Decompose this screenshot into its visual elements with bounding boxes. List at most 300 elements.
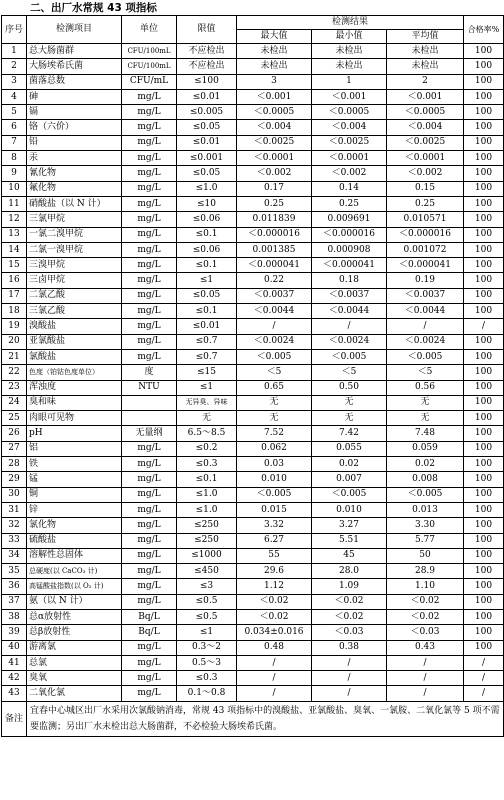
cell-unit: mg/L (122, 457, 177, 472)
cell-unit: mg/L (122, 655, 177, 670)
header-avg: 平均值 (387, 30, 464, 44)
table-row (2, 426, 504, 441)
cell-no: 14 (2, 242, 27, 257)
cell-min: ＜0.000016 (312, 227, 387, 242)
cell-min: / (312, 319, 387, 334)
cell-item: 溶解性总固体 (27, 548, 122, 563)
table-row (2, 533, 504, 548)
cell-item: 二氯乙酸 (27, 288, 122, 303)
header-result-group: 检测结果 (237, 16, 464, 30)
cell-avg: 0.43 (387, 640, 464, 655)
cell-limit: ≤0.001 (177, 151, 237, 166)
cell-limit: ≤0.05 (177, 120, 237, 135)
cell-max: ＜0.005 (237, 349, 312, 364)
cell-max: 3.32 (237, 518, 312, 533)
cell-rate: 100 (464, 365, 504, 380)
table-row (2, 212, 504, 227)
cell-unit: mg/L (122, 487, 177, 502)
table-row (2, 59, 504, 74)
cell-item: 铬（六价） (27, 120, 122, 135)
cell-min: ＜0.03 (312, 625, 387, 640)
cell-limit: ≤1 (177, 380, 237, 395)
cell-limit: 6.5～8.5 (177, 426, 237, 441)
cell-limit: ≤15 (177, 365, 237, 380)
cell-avg: 0.02 (387, 457, 464, 472)
cell-no: 25 (2, 411, 27, 426)
cell-unit: mg/L (122, 288, 177, 303)
cell-no: 32 (2, 518, 27, 533)
cell-item: 总氯 (27, 655, 122, 670)
cell-avg: ＜0.0024 (387, 334, 464, 349)
cell-avg: 28.9 (387, 564, 464, 579)
cell-avg: ＜5 (387, 365, 464, 380)
cell-rate: / (464, 686, 504, 701)
cell-item: 臭氧 (27, 671, 122, 686)
cell-limit: ≤0.1 (177, 472, 237, 487)
cell-no: 9 (2, 166, 27, 181)
cell-avg: 无 (387, 411, 464, 426)
cell-avg: 0.010571 (387, 212, 464, 227)
table-row (2, 686, 504, 701)
table-row (2, 640, 504, 655)
cell-avg: 0.013 (387, 502, 464, 517)
cell-no: 34 (2, 548, 27, 563)
cell-max: ＜0.000016 (237, 227, 312, 242)
cell-max: 0.48 (237, 640, 312, 655)
cell-unit: mg/L (122, 686, 177, 701)
table-row (2, 609, 504, 624)
cell-limit: ≤0.1 (177, 304, 237, 319)
cell-no: 19 (2, 319, 27, 334)
cell-max: 0.034±0.016 (237, 625, 312, 640)
cell-rate: 100 (464, 89, 504, 104)
cell-min: 45 (312, 548, 387, 563)
cell-no: 23 (2, 380, 27, 395)
cell-no: 30 (2, 487, 27, 502)
cell-max: / (237, 686, 312, 701)
cell-item: 铜 (27, 487, 122, 502)
cell-max: ＜0.0037 (237, 288, 312, 303)
cell-limit: ≤0.05 (177, 288, 237, 303)
table-row (2, 334, 504, 349)
cell-max: 0.001385 (237, 242, 312, 257)
cell-avg: / (387, 686, 464, 701)
cell-min: ＜0.0005 (312, 105, 387, 120)
table-row (2, 349, 504, 364)
cell-limit: ≤10 (177, 196, 237, 211)
cell-unit: mg/L (122, 242, 177, 257)
table-row (2, 487, 504, 502)
cell-item: 菌落总数 (27, 74, 122, 89)
cell-no: 17 (2, 288, 27, 303)
table-row (2, 288, 504, 303)
cell-rate: 100 (464, 349, 504, 364)
table-row (2, 548, 504, 563)
cell-avg: ＜0.03 (387, 625, 464, 640)
cell-item: 一氯二溴甲烷 (27, 227, 122, 242)
cell-limit: ≤1.0 (177, 181, 237, 196)
table-row (2, 304, 504, 319)
cell-no: 13 (2, 227, 27, 242)
cell-item: 氟化物 (27, 181, 122, 196)
cell-rate: 100 (464, 640, 504, 655)
cell-min: ＜0.001 (312, 89, 387, 104)
cell-unit: mg/L (122, 518, 177, 533)
cell-min: 0.25 (312, 196, 387, 211)
table-row (2, 457, 504, 472)
cell-min: / (312, 686, 387, 701)
cell-limit: ≤0.01 (177, 319, 237, 334)
table-row (2, 655, 504, 670)
header-item: 检测项目 (27, 16, 122, 44)
cell-avg: ＜0.002 (387, 166, 464, 181)
cell-max: 无 (237, 411, 312, 426)
cell-avg: ＜0.02 (387, 594, 464, 609)
cell-min: ＜0.0044 (312, 304, 387, 319)
header-rate: 合格率% (464, 16, 504, 44)
cell-avg: ＜0.005 (387, 349, 464, 364)
cell-unit: 度 (122, 365, 177, 380)
header-max: 最大值 (237, 30, 312, 44)
cell-rate: 100 (464, 594, 504, 609)
table-row (2, 273, 504, 288)
cell-avg: ＜0.0001 (387, 151, 464, 166)
cell-no: 10 (2, 181, 27, 196)
cell-no: 38 (2, 609, 27, 624)
cell-min: 1 (312, 74, 387, 89)
cell-max: ＜0.004 (237, 120, 312, 135)
table-row (2, 625, 504, 640)
cell-unit: 无量纲 (122, 426, 177, 441)
cell-max: 未检出 (237, 59, 312, 74)
cell-max: ＜0.0005 (237, 105, 312, 120)
header-unit: 单位 (122, 16, 177, 44)
cell-unit: CFU/100mL (122, 44, 177, 59)
cell-avg: 2 (387, 74, 464, 89)
cell-rate: 100 (464, 151, 504, 166)
cell-item: 铁 (27, 457, 122, 472)
cell-avg: ＜0.004 (387, 120, 464, 135)
table-row (2, 196, 504, 211)
cell-avg: 1.10 (387, 579, 464, 594)
cell-item: 铅 (27, 135, 122, 150)
cell-no: 39 (2, 625, 27, 640)
cell-item: 游离氯 (27, 640, 122, 655)
cell-unit: mg/L (122, 304, 177, 319)
cell-min: 0.009691 (312, 212, 387, 227)
cell-item: 氰化物 (27, 166, 122, 181)
cell-max: 0.22 (237, 273, 312, 288)
cell-item: 高锰酸盐指数(以 O₂ 计) (27, 579, 122, 594)
cell-max: 0.25 (237, 196, 312, 211)
cell-unit: mg/L (122, 502, 177, 517)
cell-min: ＜0.000041 (312, 258, 387, 273)
cell-no: 20 (2, 334, 27, 349)
header-min: 最小值 (312, 30, 387, 44)
table-row (2, 319, 504, 334)
cell-no: 40 (2, 640, 27, 655)
cell-no: 11 (2, 196, 27, 211)
cell-item: 二氧化氯 (27, 686, 122, 701)
cell-unit: mg/L (122, 564, 177, 579)
cell-max: 29.6 (237, 564, 312, 579)
cell-limit: 不应检出 (177, 59, 237, 74)
cell-limit: ≤0.1 (177, 258, 237, 273)
cell-max: ＜0.02 (237, 609, 312, 624)
cell-avg: 50 (387, 548, 464, 563)
cell-limit: 0.5～3 (177, 655, 237, 670)
cell-unit: mg/L (122, 640, 177, 655)
cell-item: 三卤甲烷 (27, 273, 122, 288)
cell-rate: 100 (464, 564, 504, 579)
cell-avg: 0.15 (387, 181, 464, 196)
cell-item: 溴酸盐 (27, 319, 122, 334)
table-row (2, 74, 504, 89)
cell-max: ＜0.000041 (237, 258, 312, 273)
cell-unit: NTU (122, 380, 177, 395)
cell-rate: 100 (464, 487, 504, 502)
cell-min: / (312, 655, 387, 670)
cell-unit: mg/L (122, 441, 177, 456)
cell-rate: 100 (464, 181, 504, 196)
note-label: 备注 (2, 701, 27, 736)
cell-no: 7 (2, 135, 27, 150)
cell-avg: ＜0.001 (387, 89, 464, 104)
cell-avg: ＜0.0005 (387, 105, 464, 120)
cell-rate: 100 (464, 548, 504, 563)
cell-rate: 100 (464, 472, 504, 487)
cell-avg: / (387, 319, 464, 334)
cell-limit: ≤0.01 (177, 135, 237, 150)
cell-rate: / (464, 655, 504, 670)
cell-unit: mg/L (122, 671, 177, 686)
cell-limit: ≤1000 (177, 548, 237, 563)
cell-item: 三溴甲烷 (27, 258, 122, 273)
cell-min: ＜0.0025 (312, 135, 387, 150)
cell-limit: 无 (177, 411, 237, 426)
cell-unit: mg/L (122, 227, 177, 242)
table-row (2, 151, 504, 166)
cell-no: 42 (2, 671, 27, 686)
cell-item: 镉 (27, 105, 122, 120)
cell-min: ＜0.0037 (312, 288, 387, 303)
table-row (2, 472, 504, 487)
cell-min: 0.18 (312, 273, 387, 288)
cell-item: 汞 (27, 151, 122, 166)
table-row (2, 135, 504, 150)
table-body (2, 44, 504, 702)
cell-limit: ≤0.3 (177, 457, 237, 472)
cell-min: ＜0.005 (312, 487, 387, 502)
cell-min: 0.007 (312, 472, 387, 487)
cell-limit: ≤450 (177, 564, 237, 579)
table-row (2, 242, 504, 257)
cell-rate: 100 (464, 441, 504, 456)
table-row (2, 227, 504, 242)
cell-min: 0.14 (312, 181, 387, 196)
cell-item: 铝 (27, 441, 122, 456)
cell-avg: 7.48 (387, 426, 464, 441)
cell-item: 砷 (27, 89, 122, 104)
cell-limit: 0.3～2 (177, 640, 237, 655)
cell-item: 硝酸盐（以 N 计） (27, 196, 122, 211)
cell-avg: 3.30 (387, 518, 464, 533)
cell-min: ＜5 (312, 365, 387, 380)
cell-rate: 100 (464, 273, 504, 288)
cell-item: 氯化物 (27, 518, 122, 533)
cell-rate: 100 (464, 518, 504, 533)
cell-rate: 100 (464, 227, 504, 242)
cell-no: 16 (2, 273, 27, 288)
cell-no: 43 (2, 686, 27, 701)
cell-rate: 100 (464, 105, 504, 120)
cell-item: 锰 (27, 472, 122, 487)
cell-no: 6 (2, 120, 27, 135)
cell-max: ＜0.0044 (237, 304, 312, 319)
cell-max: 3 (237, 74, 312, 89)
cell-min: ＜0.0001 (312, 151, 387, 166)
cell-no: 29 (2, 472, 27, 487)
cell-avg: 0.001072 (387, 242, 464, 257)
cell-item: 总α放射性 (27, 609, 122, 624)
cell-avg: 0.19 (387, 273, 464, 288)
cell-limit: 不应检出 (177, 44, 237, 59)
table-row (2, 120, 504, 135)
cell-avg: 0.059 (387, 441, 464, 456)
table-row (2, 441, 504, 456)
cell-min: / (312, 671, 387, 686)
cell-rate: 100 (464, 411, 504, 426)
cell-item: 硫酸盐 (27, 533, 122, 548)
table-row (2, 365, 504, 380)
cell-no: 18 (2, 304, 27, 319)
cell-avg: ＜0.000041 (387, 258, 464, 273)
cell-item: 浑浊度 (27, 380, 122, 395)
cell-rate: 100 (464, 395, 504, 410)
cell-unit: Bq/L (122, 609, 177, 624)
cell-item: 臭和味 (27, 395, 122, 410)
cell-unit: Bq/L (122, 625, 177, 640)
cell-min: ＜0.005 (312, 349, 387, 364)
cell-rate: 100 (464, 426, 504, 441)
cell-no: 8 (2, 151, 27, 166)
cell-avg: 无 (387, 395, 464, 410)
cell-no: 33 (2, 533, 27, 548)
table-row (2, 579, 504, 594)
cell-unit: mg/L (122, 105, 177, 120)
cell-rate: 100 (464, 258, 504, 273)
cell-rate: 100 (464, 457, 504, 472)
cell-item: 亚氯酸盐 (27, 334, 122, 349)
cell-unit (122, 411, 177, 426)
cell-limit: ≤0.1 (177, 227, 237, 242)
cell-rate: 100 (464, 120, 504, 135)
section-title: 二、出厂水常规 43 项指标 (30, 2, 157, 14)
cell-max: 6.27 (237, 533, 312, 548)
cell-avg: 未检出 (387, 44, 464, 59)
cell-min: 0.010 (312, 502, 387, 517)
cell-max: ＜0.02 (237, 594, 312, 609)
cell-item: 三氯乙酸 (27, 304, 122, 319)
table-row (2, 181, 504, 196)
cell-rate: / (464, 319, 504, 334)
cell-rate: / (464, 671, 504, 686)
cell-avg: / (387, 671, 464, 686)
cell-limit: ≤1 (177, 273, 237, 288)
cell-limit: ≤250 (177, 518, 237, 533)
cell-no: 26 (2, 426, 27, 441)
cell-rate: 100 (464, 288, 504, 303)
cell-max: / (237, 671, 312, 686)
cell-limit: ≤250 (177, 533, 237, 548)
cell-unit: mg/L (122, 258, 177, 273)
cell-limit: 无异臭、异味 (177, 395, 237, 410)
cell-unit: mg/L (122, 472, 177, 487)
cell-rate: 100 (464, 74, 504, 89)
cell-item: 总硬度(以 CaCO₃ 计) (27, 564, 122, 579)
cell-item: 锌 (27, 502, 122, 517)
cell-rate: 100 (464, 212, 504, 227)
cell-no: 12 (2, 212, 27, 227)
cell-min: ＜0.02 (312, 609, 387, 624)
cell-min: 3.27 (312, 518, 387, 533)
cell-min: 0.38 (312, 640, 387, 655)
cell-item: 大肠埃希氏菌 (27, 59, 122, 74)
cell-limit: ≤0.5 (177, 594, 237, 609)
cell-limit: ≤0.3 (177, 671, 237, 686)
table-row (2, 518, 504, 533)
cell-unit: mg/L (122, 548, 177, 563)
cell-avg: ＜0.005 (387, 487, 464, 502)
cell-max: 0.17 (237, 181, 312, 196)
table-row (2, 671, 504, 686)
cell-unit: mg/L (122, 166, 177, 181)
cell-max: ＜0.001 (237, 89, 312, 104)
cell-unit: mg/L (122, 89, 177, 104)
cell-max: 无 (237, 395, 312, 410)
cell-limit: ≤0.06 (177, 242, 237, 257)
cell-max: / (237, 319, 312, 334)
cell-item: 总β放射性 (27, 625, 122, 640)
cell-avg: ＜0.0044 (387, 304, 464, 319)
cell-rate: 100 (464, 196, 504, 211)
cell-limit: ≤100 (177, 74, 237, 89)
table-row (2, 258, 504, 273)
cell-rate: 100 (464, 533, 504, 548)
cell-no: 31 (2, 502, 27, 517)
cell-min: ＜0.004 (312, 120, 387, 135)
cell-limit: ≤0.7 (177, 334, 237, 349)
cell-min: 0.50 (312, 380, 387, 395)
cell-unit: mg/L (122, 579, 177, 594)
water-quality-table (1, 15, 504, 737)
cell-no: 22 (2, 365, 27, 380)
cell-item: pH (27, 426, 122, 441)
cell-rate: 100 (464, 166, 504, 181)
cell-avg: 0.25 (387, 196, 464, 211)
cell-max: 0.010 (237, 472, 312, 487)
cell-max: 未检出 (237, 44, 312, 59)
header-limit: 限值 (177, 16, 237, 44)
cell-rate: 100 (464, 579, 504, 594)
cell-unit: mg/L (122, 533, 177, 548)
cell-min: 未检出 (312, 44, 387, 59)
table-row (2, 564, 504, 579)
cell-unit: CFU/mL (122, 74, 177, 89)
cell-rate: 100 (464, 334, 504, 349)
cell-no: 24 (2, 395, 27, 410)
cell-limit: ≤1.0 (177, 487, 237, 502)
